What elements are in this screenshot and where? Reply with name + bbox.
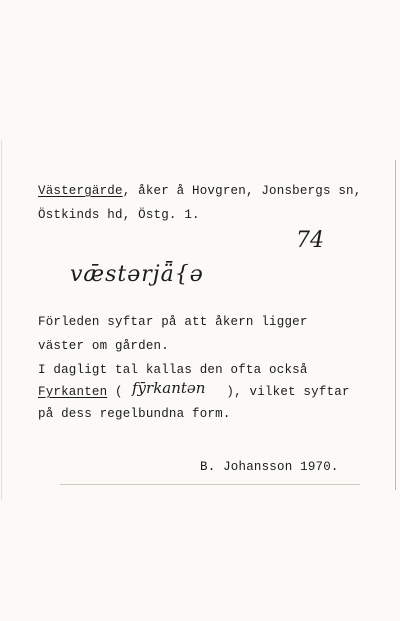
paren-open: ( <box>107 385 123 399</box>
card-right-edge <box>395 160 396 490</box>
body-line-1: Förleden syftar på att åkern ligger <box>38 315 308 329</box>
heading-line <box>38 184 361 198</box>
place-name: Västergärde <box>38 184 123 198</box>
body-line-2: väster om gården. <box>38 339 169 353</box>
body-line-5: på dess regelbundna form. <box>38 407 231 421</box>
bottom-divider <box>60 484 360 485</box>
heading-rest: , åker å Hovgren, Jonsbergs sn, <box>122 184 362 198</box>
body-line-4-rest: ), vilket syftar <box>218 385 350 399</box>
alt-name-phonetic: fȳrkantən <box>132 379 206 397</box>
alt-name: Fyrkanten <box>38 385 108 399</box>
phonetic-transcription: vǣstərjǟ{ə <box>70 262 204 287</box>
location-line: Östkinds hd, Östg. 1. <box>38 208 200 222</box>
signature: B. Johansson 1970. <box>200 460 339 474</box>
card-left-edge <box>1 140 2 500</box>
record-number: 74 <box>296 228 324 253</box>
body-line-3: I dagligt tal kallas den ofta också <box>38 363 308 377</box>
